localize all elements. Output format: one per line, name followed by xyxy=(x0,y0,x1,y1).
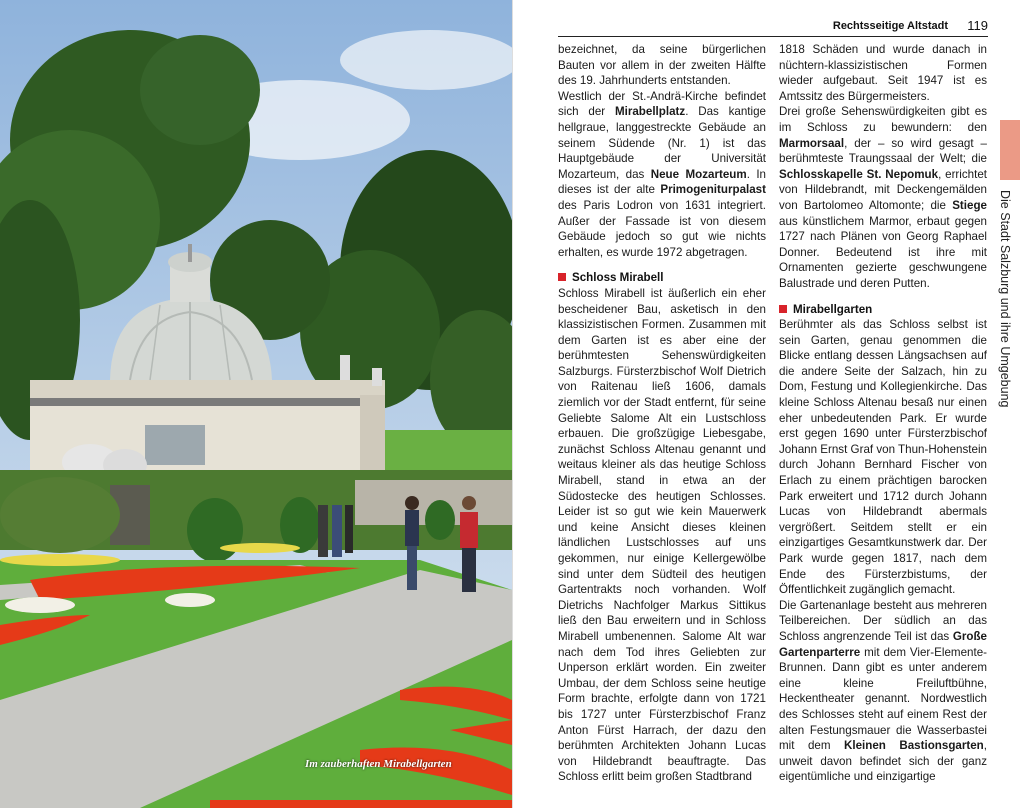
section-heading-schloss-mirabell: Schloss Mirabell xyxy=(558,270,766,286)
bullet-square-icon xyxy=(779,305,787,313)
chapter-tab xyxy=(1000,120,1020,180)
paragraph-garden-areas: Die Gartenanlage besteht aus mehreren Teilbereichen. Der südlich an das Schloss angrenzende Teil ist das Große Gartenparterre mit dem Vier-Elemente-Brunnen. Dann gibt es unter anderem eine kleine Freiluftbühne, Heckentheater genannt. Nordwestlich des Schlosses steht auf einem Rest der alten Festungsmauer die Wasserbastei mit dem Kleinen Bastionsgarten, unweit davon befindet sich der ganz eigentümliche und einzigartige xyxy=(779,598,987,784)
running-title: Rechtsseitige Altstadt xyxy=(832,20,948,32)
paragraph-sights: Drei große Sehenswürdigkeiten gibt es im Schloss zu bewundern: den Marmorsaal, der – so wird gesagt – berühmteste Traungssaal der Welt; die Schlosskapelle St. Nepomuk, errichtet von Hildebrandt, mit Deckengemälden von Bartolomeo Altomonte; die Stiege aus künstlichem Marmor, erbaut gegen 1727 nach Plänen von Georg Raphael Donner. Bedeutend ist ihre mit Ornamenten gezierte geschwungene Balustrade und deren Putten. xyxy=(779,105,988,290)
paragraph: Schloss Mirabell ist äußerlich ein eher bescheidener Bau, asketisch in den klassizistischen Formen. Zusammen mit dem Garten ist es aber eine der berühmtesten Sehenswürdigkeiten Salzburgs. Fürsterzbischof Wolf Dietrich von Raitenau ließ 1606, damals ziemlich vor der Stadt entfernt, für seine Geliebte Salome Alt ein Lustschloss erbauen. Die großzügige Liebesgabe, zunächst Schloss Altenau genannt und weitaus kleiner als das heutige Schloss Mirabell, stand in etwa an der Südostecke des heutigen Schlosses. Leider ist so gut wie kein Mauerwerk und keine Ansicht dieses kleinen ländlichen Lustschlosses auf uns gekommen, nur einige Kellergewölbe sind unter dem Südteil des heutigen Gartentrakts noch vorhanden. Wolf Dietrichs Nachfolger Markus Sittikus ließ den Bau erweitern und in Schloss Mirabell umbenennen. Salome Alt war nach dem Tod ihres Geliebten zur Unperson erklärt worden. Ein zweiter Umbau, der dem Schloss seine heutige Form brachte, erfolgte dann von 1721 bis 1727 unter Fürsterzbischof Franz Anton Fürst Harrach, der dazu den berühmten Architekten Johann Lucas von Hildebrandt beauftragte. Das Schloss erlitt beim großen Stadtbrand xyxy=(558,286,766,784)
text-column-1 xyxy=(558,42,766,785)
page-gutter xyxy=(512,0,513,808)
section-heading-mirabellgarten: Mirabellgarten xyxy=(779,302,987,318)
photo-caption: Im zauberhaften Mirabellgarten xyxy=(305,758,452,770)
page-header xyxy=(558,18,988,37)
paragraph-mirabellplatz: Westlich der St.-Andrä-Kirche befindet sich der Mirabellplatz. Das kantige hellgraue, langgestreckte Gebäude an seinem Südende (Nr. 1) ist das Hauptgebäude der Universität Mozarteum, das Neue Mozarteum. In dieses ist der alte Primogeniturpalast des Paris Lodron von 1631 integriert. Außer der Fassade ist von diesem Gebäude jedoch so gut wie nichts erhalten, es wurde 1972 abgetragen. xyxy=(558,89,766,259)
bullet-square-icon xyxy=(558,273,566,281)
chapter-side-title: Die Stadt Salzburg und ihre Umgebung xyxy=(998,190,1012,408)
page-number: 119 xyxy=(967,18,988,33)
paragraph: bezeichnet, da seine bürgerlichen Bauten vor allem in der zweiten Hälfte des 19. Jahrhunderts entstanden. xyxy=(558,43,766,88)
paragraph: 1818 Schäden und wurde danach in nüchtern-klassizistischen Formen wieder aufgebaut. Seit 1947 ist es Amtssitz des Bürgermeisters. xyxy=(779,43,987,103)
text-column-2 xyxy=(779,42,987,785)
paragraph: Berühmter als das Schloss selbst ist sein Garten, genau genommen die Blicke entlang dessen Längsachsen auf die andere Seite der Salzach, hin zu Dom, Festung und Kollegienkirche. Das kleine Schloss Altenau besaß nur einen eher unbedeutenden Park. Er wurde erst gegen 1690 unter Fürsterzbischof Johann Ernst Graf von Thun-Hohenstein durch Johann Bernhard Fischer von Erlach zu einem prächtigen barocken Park erweitert und 1712 durch Johann Lucas von Hildebrandt abermals vergrößert. Seitdem stellt er ein einzigartiges Gesamtkunstwerk dar. Der Park wurde gegen 1817, nach dem Ende des Fürsterzbistums, der Öffentlichkeit zugänglich gemacht. xyxy=(779,318,987,597)
